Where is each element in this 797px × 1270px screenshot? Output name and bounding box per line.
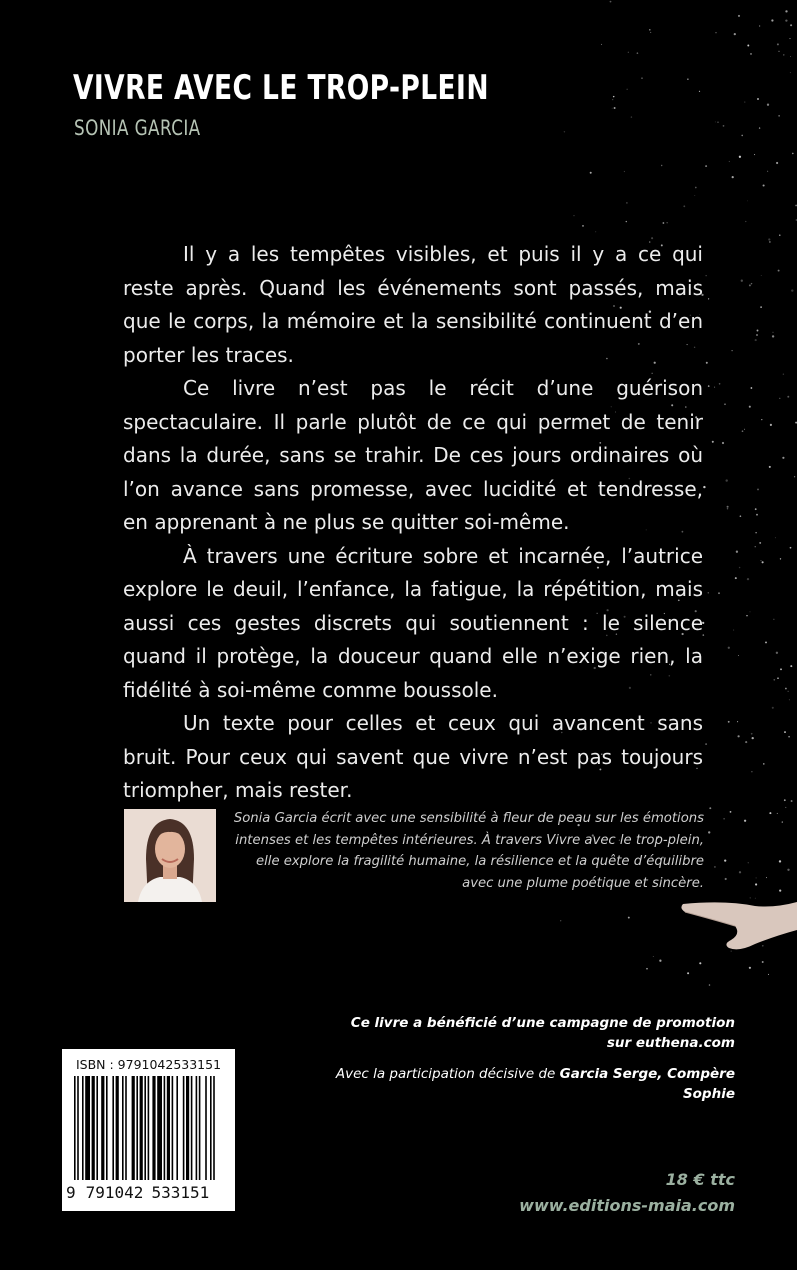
barcode-bar [176,1076,178,1180]
star-dot [741,135,743,137]
star-dot [719,383,721,385]
star-dot [751,387,753,389]
star-dot [705,743,707,745]
star-dot [703,486,705,488]
barcode-bar [92,1076,95,1180]
star-dot [779,398,780,399]
star-dot [789,699,790,700]
blurb-paragraph: Ce livre n’est pas le récit d’une guérison spectaculaire. Il parle plutôt de ce qui permet de tenir dans la durée, sans se trahir. De ces jours ordinaires où l’on avance sans promesse, avec lucidité et tendresse, en apprenant à ne plus se quitter soi-même. [123,376,703,534]
barcode-bar [213,1076,215,1180]
star-dot [762,961,764,963]
barcode-bars [70,1076,227,1180]
barcode-digits-right: 533151 [151,1183,210,1202]
author-name: SONIA GARCIA [74,116,201,140]
barcode-bar [167,1076,170,1180]
star-dot [761,275,762,276]
star-dot [683,205,685,207]
star-dot [783,374,784,375]
star-dot [694,195,695,196]
star-dot [769,241,770,242]
star-dot [760,306,762,308]
isbn-barcode [62,1049,235,1211]
star-dot [582,225,584,227]
barcode-bar [164,1076,166,1180]
star-dot [610,1,612,3]
star-dot [782,457,784,459]
barcode-digit-first: 9 [66,1183,76,1202]
star-dot [779,235,780,236]
blurb-paragraph: Il y a les tempêtes visibles, et puis il y a ce qui reste après. Quand les événements sont passés, mais que le corps, la mémoire et la sensibilité continuent d’en porter les traces. [123,242,703,367]
star-dot [794,476,795,477]
author-photo [124,809,216,902]
barcode-bar [210,1076,212,1180]
barcode-digits [66,1183,231,1202]
star-dot [785,10,787,12]
star-dot [787,396,789,398]
star-dot [784,731,786,733]
barcode-bar [122,1076,124,1180]
star-dot [790,72,791,73]
star-dot [650,32,651,33]
barcode-bar [199,1076,201,1180]
star-dot [790,547,792,549]
star-dot [761,419,762,420]
star-dot [778,115,779,116]
star-dot [752,737,754,739]
star-dot [624,171,625,172]
star-dot [755,339,757,341]
star-dot [748,862,749,863]
star-dot [626,202,628,204]
barcode-bar [144,1076,146,1180]
star-dot [705,165,707,167]
star-dot [763,763,765,765]
star-dot [772,332,773,333]
barcode-bar [152,1076,155,1180]
star-dot [723,125,725,127]
star-dot [751,283,753,285]
star-dot [725,878,727,880]
star-dot [744,102,745,103]
star-dot [755,532,756,533]
star-dot [649,29,651,31]
star-dot [714,387,715,388]
star-dot [776,162,778,164]
star-dot [790,665,792,667]
barcode-bar [132,1076,135,1180]
star-dot [762,561,764,563]
star-dot [708,592,709,593]
barcode-bar [183,1076,185,1180]
star-dot [745,221,746,222]
blurb-paragraph: À travers une écriture sobre et incarnée, l’autrice explore le deuil, l’enfance, la fatigue, la répétition, mais aussi ces gestes discrets qui soutiennent : le silence quand il protège, la douceur quand elle n’exige rien, la fidélité à soi-même comme boussole. [123,543,703,702]
barcode-bar [101,1076,104,1180]
star-dot [768,238,770,240]
star-dot [773,619,774,620]
star-dot [723,818,725,820]
star-dot [590,172,592,174]
star-dot [773,679,775,681]
star-dot [614,107,616,109]
barcode-digits-left: 791042 [85,1183,144,1202]
star-dot [706,362,708,364]
hand-illustration [675,890,797,960]
star-dot [789,38,790,39]
star-dot [733,630,734,631]
star-dot [792,153,794,155]
author-bio: Sonia Garcia écrit avec une sensibilité à fleur de peau sur les émotions intenses et les tempêtes intérieures. À travers Vivre avec le trop-plein, elle explore la fragilité humaine, la résilience et la quête d’équilibre avec une plume poétique et sincère. [233,811,704,891]
star-dot [750,612,751,613]
star-dot [727,506,729,508]
star-dot [653,956,654,957]
star-dot [759,542,761,544]
star-dot [754,154,755,155]
star-dot [613,96,614,97]
star-dot [706,275,707,276]
star-dot [790,56,791,57]
star-dot [724,403,726,405]
barcode-bar [140,1076,143,1180]
barcode-bar [191,1076,193,1180]
star-dot [747,45,749,47]
star-dot [775,537,776,538]
star-dot [687,79,688,80]
star-dot [785,807,786,808]
star-dot [751,733,753,735]
barcode-bar [148,1076,150,1180]
star-dot [767,104,769,106]
star-dot [716,32,717,33]
star-dot [687,972,689,974]
back-cover-blurb [123,238,703,808]
star-dot [751,771,752,772]
star-dot [699,91,700,92]
price: 18 € ttc [665,1170,735,1189]
star-dot [731,350,732,351]
star-dot [788,691,789,692]
star-dot [749,284,751,286]
star-dot [778,51,779,52]
star-dot [784,799,786,801]
star-dot [727,508,728,509]
star-dot [667,222,668,223]
star-dot [769,812,771,814]
star-dot [747,200,748,201]
star-dot [728,647,730,649]
star-dot [699,962,701,964]
star-dot [626,221,627,222]
star-dot [631,116,632,117]
star-dot [777,43,779,45]
star-dot [750,53,752,55]
publisher-website: www.editions-maia.com [519,1196,735,1215]
star-dot [738,655,739,656]
blurb-paragraph: Un texte pour celles et ceux qui avancent sans bruit. Pour ceux qui savent que vivre n’est pas toujours triompher, mais rester. [123,711,703,802]
star-dot [627,89,628,90]
star-dot [732,176,734,178]
star-dot [772,707,774,709]
star-dot [755,883,757,885]
star-dot [560,920,561,921]
star-dot [646,968,648,970]
star-dot [778,270,780,272]
star-dot [730,811,732,813]
star-dot [767,171,768,172]
star-dot [742,430,744,432]
star-dot [708,831,710,833]
star-dot [722,442,724,444]
star-dot [757,330,759,332]
star-dot [766,877,767,878]
star-dot [759,25,760,26]
star-dot [612,108,613,109]
star-dot [736,551,738,553]
star-dot [785,688,787,690]
star-dot [739,156,741,158]
star-dot [714,866,716,868]
star-dot [777,813,778,814]
star-dot [709,807,711,809]
barcode-bar [106,1076,108,1180]
star-dot [595,231,596,232]
barcode-bar [112,1076,114,1180]
star-dot [755,508,757,510]
barcode-bar [136,1076,138,1180]
star-dot [790,24,792,26]
star-dot [772,335,774,337]
star-dot [755,546,756,547]
star-dot [791,289,793,291]
star-dot [718,592,720,594]
star-dot [756,334,758,336]
star-dot [737,721,738,722]
star-dot [741,280,743,282]
barcode-bar [116,1076,119,1180]
star-dot [726,479,728,481]
star-dot [785,19,787,21]
star-dot [788,736,790,738]
star-dot [759,127,760,128]
star-dot [757,98,759,100]
star-dot [712,441,714,443]
participation-names: Garcia Serge, Compère Sophie [559,1066,735,1102]
star-dot [782,821,783,822]
star-dot [708,298,709,299]
star-dot [708,385,710,387]
star-dot [659,960,661,962]
star-dot [746,615,747,616]
star-dot [791,800,793,802]
star-dot [765,641,767,643]
star-dot [663,222,665,224]
barcode-bar [96,1076,98,1180]
star-dot [783,54,784,55]
star-dot [695,187,697,189]
barcode-bar [74,1076,76,1180]
barcode-bar [157,1076,162,1180]
star-dot [745,741,747,743]
star-dot [739,871,741,873]
star-dot [738,15,740,17]
star-dot [715,121,716,122]
star-dot [637,52,639,54]
star-dot [729,161,730,162]
star-dot [780,668,782,670]
star-dot [763,184,765,186]
promotion-note: Ce livre a bénéficié d’une campagne de promotion sur euthena.com [350,1015,735,1051]
star-dot [769,466,771,468]
star-dot [740,515,742,517]
isbn-label: ISBN : 9791042533151 [75,1057,222,1072]
star-dot [641,77,642,78]
star-dot [612,99,613,100]
barcode-bar [85,1076,90,1180]
star-dot [628,917,630,919]
star-dot [757,488,759,490]
barcode-bar [82,1076,84,1180]
star-dot [761,560,762,561]
participation-prefix: Avec la participation décisive de [335,1066,556,1082]
star-dot [574,215,575,216]
star-dot [728,721,730,723]
star-dot [724,859,726,861]
barcode-bar [77,1076,79,1180]
star-dot [601,44,602,45]
star-dot [777,677,779,679]
star-dot [734,33,736,35]
star-dot [744,820,746,822]
barcode-bar [172,1076,174,1180]
star-dot [756,514,758,516]
star-dot [756,877,757,878]
star-dot [787,869,789,871]
star-dot [780,559,781,560]
star-dot [744,429,745,430]
star-dot [770,424,772,426]
star-dot [739,567,741,569]
star-dot [749,967,751,969]
star-dot [737,735,739,737]
star-dot [747,578,749,580]
participation-note [335,1064,735,1104]
barcode-bar [205,1076,207,1180]
star-dot [776,652,778,654]
star-dot [749,406,751,408]
barcode-bar [196,1076,198,1180]
barcode-bar [125,1076,127,1180]
star-dot [709,984,711,986]
star-dot [771,19,773,21]
star-dot [628,52,629,53]
star-dot [564,131,565,132]
star-dot [779,860,781,862]
star-dot [768,974,769,975]
book-title: VIVRE AVEC LE TROP-PLEIN [73,68,489,108]
star-dot [661,165,662,166]
star-dot [717,122,718,123]
barcode-bar [186,1076,189,1180]
star-dot [735,577,737,579]
